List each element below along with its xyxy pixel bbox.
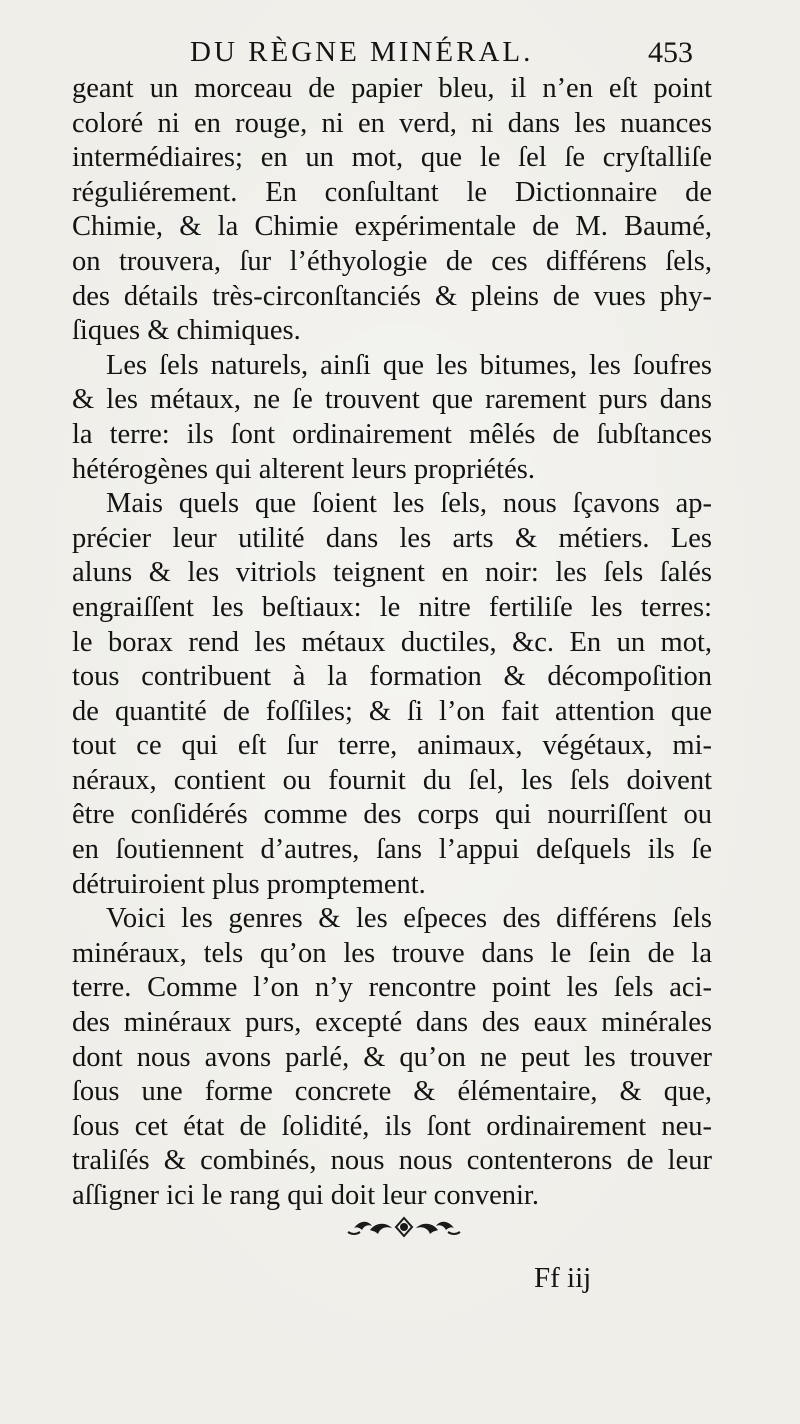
text-line: Mais quels que ſoient les ſels, nous ſçavons ap- xyxy=(106,488,712,520)
text-line: traliſés & combinés, nous nous contenterons de leur xyxy=(72,1145,712,1177)
paragraph xyxy=(72,72,712,349)
text-line: on trouvera, ſur l’éthyologie de ces différens ſels, xyxy=(72,245,712,277)
text-line: & les métaux, ne ſe trouvent que rarement purs dans xyxy=(72,384,712,416)
text-line: aſſigner ici le rang qui doit leur convenir. xyxy=(72,1180,539,1211)
text-line: précier leur utilité dans les arts & métiers. Les xyxy=(72,522,712,554)
text-line: le borax rend les métaux ductiles, &c. En un mot, xyxy=(72,626,712,658)
text-line: Les ſels naturels, ainſi que les bitumes, les ſoufres xyxy=(106,349,712,381)
text-line: néraux, contient ou fournit du ſel, les ſels doivent xyxy=(72,764,712,796)
text-line: tout ce qui eſt ſur terre, animaux, végétaux, mi- xyxy=(72,730,712,762)
text-line: minéraux, tels qu’on les trouve dans le ſein de la xyxy=(72,937,712,969)
text-line: en ſoutiennent d’autres, ſans l’appui deſquels ils ſe xyxy=(72,834,712,866)
text-line: ſous une forme concrete & élémentaire, & que, xyxy=(72,1076,712,1108)
text-line: de quantité de foſſiles; & ſi l’on fait attention que xyxy=(72,695,712,727)
text-line: Voici les genres & les eſpeces des différens ſels xyxy=(106,903,712,935)
signature-mark: Ff iij xyxy=(534,1262,592,1294)
text-line: Chimie, & la Chimie expérimentale de M. Baumé, xyxy=(72,211,712,243)
text-line: geant un morceau de papier bleu, il n’en eſt point xyxy=(72,73,712,104)
text-line: aluns & les vitriols teignent en noir: les ſels ſalés xyxy=(72,557,712,589)
text-line: tous contribuent à la formation & décompoſition xyxy=(72,661,712,693)
text-line: engraiſſent les beſtiaux: le nitre fertiliſe les terres: xyxy=(72,591,712,623)
text-line: des détails très-circonſtanciés & pleins de vues phy- xyxy=(72,280,712,312)
text-line: la terre: ils ſont ordinairement mêlés de ſubſtances xyxy=(72,418,712,450)
running-title: DU RÈGNE MINÉRAL. xyxy=(190,36,534,68)
text-line: réguliérement. En conſultant le Dictionnaire de xyxy=(72,176,712,208)
text-line: détruiroient plus promptement. xyxy=(72,868,426,900)
paragraph xyxy=(72,487,712,902)
running-head xyxy=(0,28,800,78)
text-line: coloré ni en rouge, ni en verd, ni dans les nuances xyxy=(72,107,712,139)
text-line: dont nous avons parlé, & qu’on ne peut les trouver xyxy=(72,1041,712,1073)
text-line: être conſidérés comme des corps qui nourriſſent ou xyxy=(72,799,712,831)
text-line: ſous cet état de ſolidité, ils ſont ordinairement neu- xyxy=(72,1110,712,1142)
text-line: intermédiaires; en un mot, que le ſel ſe cryſtalliſe xyxy=(72,142,712,174)
text-line: ſiques & chimiques. xyxy=(72,315,301,347)
text-line: des minéraux purs, excepté dans des eaux minérales xyxy=(72,1007,712,1039)
fleuron-ornament-icon xyxy=(344,1212,464,1242)
text-line: terre. Comme l’on n’y rencontre point les ſels aci- xyxy=(72,972,712,1004)
body-text xyxy=(72,72,712,1214)
paragraph xyxy=(72,902,712,1213)
paragraph xyxy=(72,349,712,487)
page-number: 453 xyxy=(648,36,693,69)
text-line: hétérogènes qui alterent leurs propriétés. xyxy=(72,453,535,485)
